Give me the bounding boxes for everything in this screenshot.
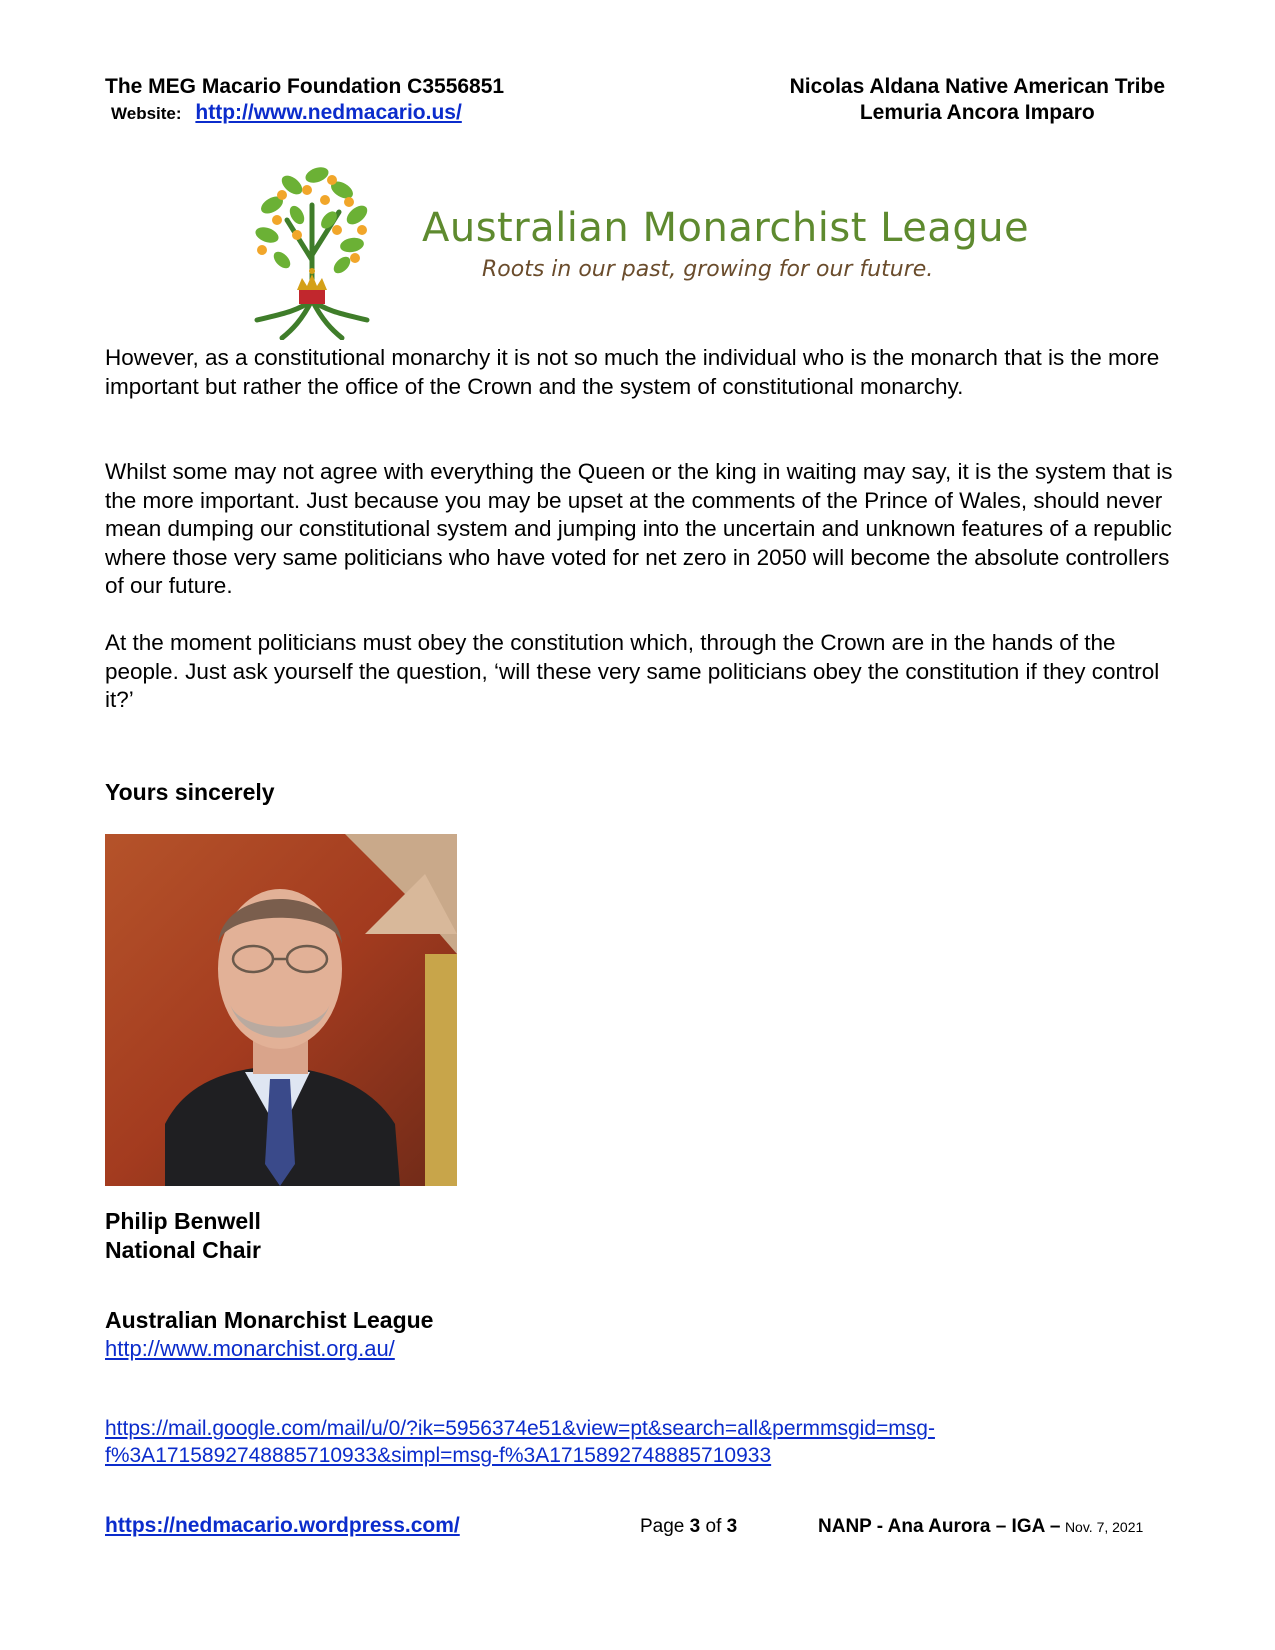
signatory-title: National Chair [105,1237,261,1263]
paragraph-1: However, as a constitutional monarchy it is not so much the individual who is the monarch that is the more important but rather the office of the Crown and the system of constitutional monarchy. [105,345,1160,399]
gmail-link-line1[interactable]: https://mail.google.com/mail/u/0/?ik=5956374e51&view=pt&search=all&permmsgid=msg- [105,1417,935,1440]
website-link[interactable]: http://www.nedmacario.us/ [195,101,462,124]
foundation-name: The MEG Macario Foundation C3556851 [105,75,505,98]
footer-reference: NANP - Ana Aurora – IGA – [818,1516,1061,1537]
footer-date: Nov. 7, 2021 [1064,1519,1144,1535]
tribe-name: Nicolas Aldana Native American Tribe [789,75,1165,98]
signatory-photo [105,834,457,1186]
aml-logo [237,150,1037,340]
logo-title: Australian Monarchist League [422,205,1030,251]
tree-crown-logo-icon [237,150,387,340]
tribe-motto: Lemuria Ancora Imparo [859,101,1095,124]
organization-name: Australian Monarchist League [105,1307,434,1333]
closing: Yours sincerely [105,779,275,805]
logo-tagline: Roots in our past, growing for our future. [482,257,934,282]
paragraph-3: At the moment politicians must obey the constitution which, through the Crown are in the hands of the people. Just ask yourself the question, ‘will these very same politicians obey the constitution if they control it?’ [105,630,1160,712]
page-number: Page 3 of 3 [640,1516,738,1537]
footer-right [818,1516,1143,1538]
footer-wordpress-link[interactable]: https://nedmacario.wordpress.com/ [105,1514,460,1537]
gmail-link-line2[interactable]: f%3A1715892748885710933&simpl=msg-f%3A1715892748885710933 [105,1444,772,1467]
organization-link[interactable]: http://www.monarchist.org.au/ [105,1336,395,1361]
header-right [790,74,1165,126]
paragraph-2: Whilst some may not agree with everything the Queen or the king in waiting may say, it is the system that is the more important. Just because you may be upset at the comments of the Prince of Wales, should never mean dumping our constitutional system and jumping into the uncertain and unknown features of a republic where those very same politicians who have voted for net zero in 2050 will become the absolute controllers of our future. [105,459,1173,598]
header-left [105,74,504,127]
website-label: Website: [111,104,182,123]
signatory-name: Philip Benwell [105,1208,261,1234]
